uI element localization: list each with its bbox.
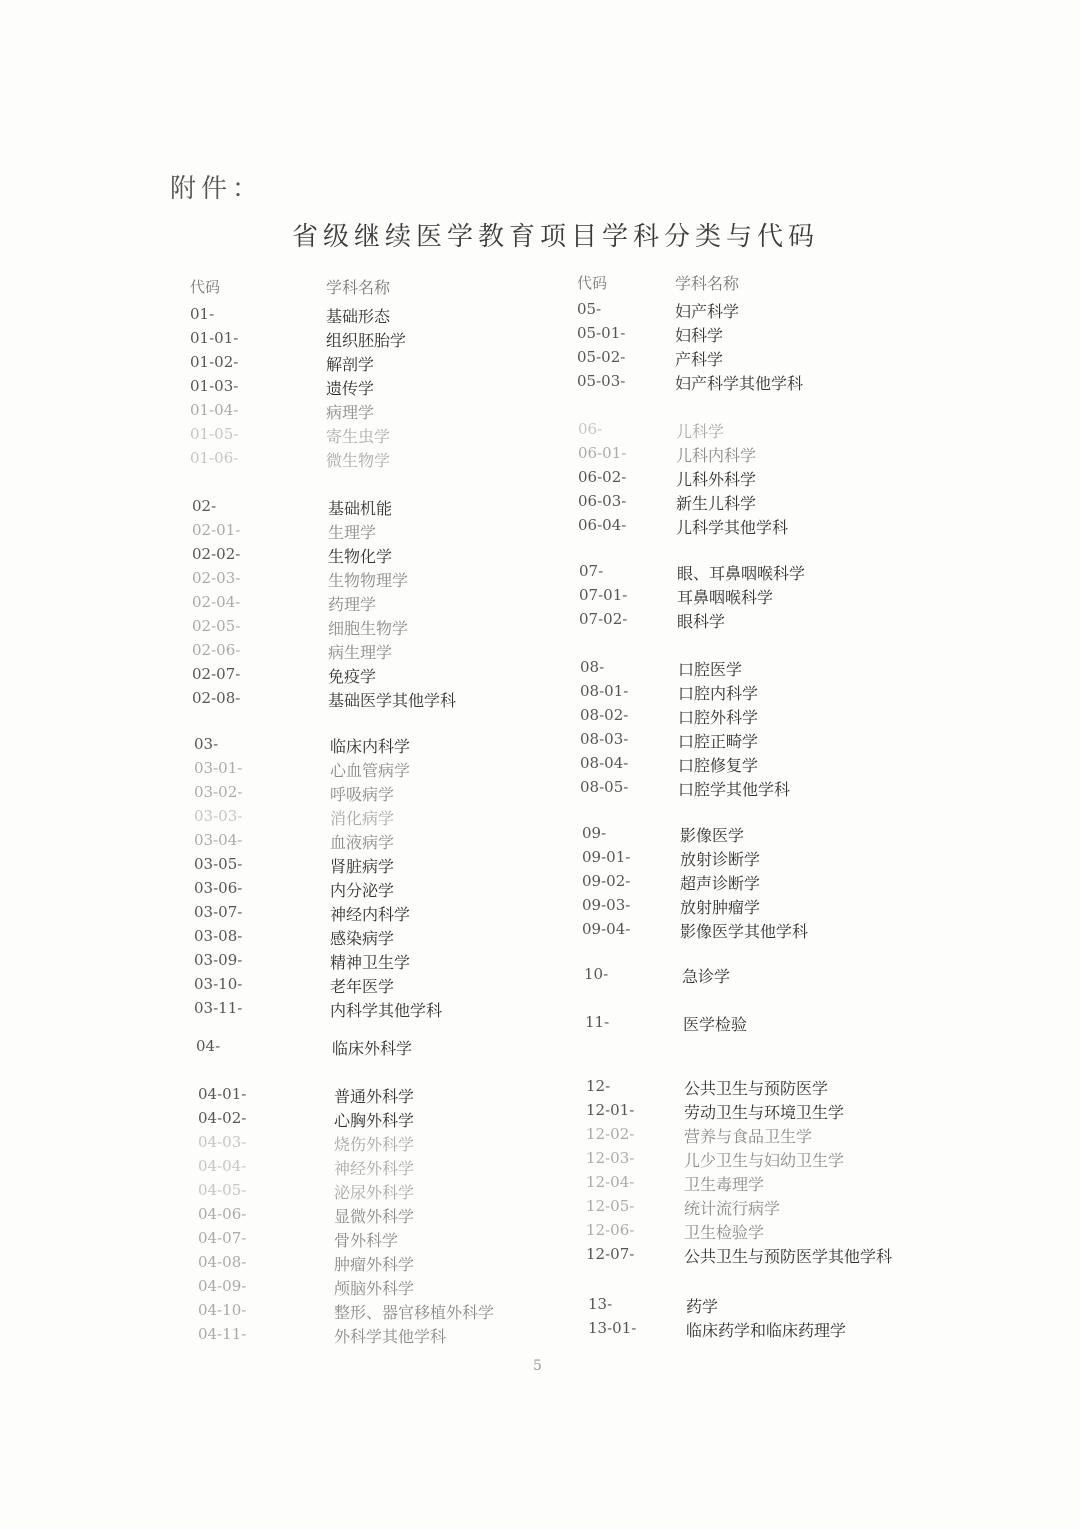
discipline-code: 12-01- xyxy=(586,1101,635,1119)
discipline-name: 内分泌学 xyxy=(330,881,395,900)
discipline-code: 07-02- xyxy=(579,610,628,628)
discipline-code: 09-04- xyxy=(582,920,631,938)
discipline-code: 04-08- xyxy=(198,1253,247,1271)
discipline-code: 12-02- xyxy=(586,1125,635,1143)
discipline-name: 药理学 xyxy=(328,595,377,614)
discipline-code: 02-08- xyxy=(192,689,241,707)
discipline-code: 12- xyxy=(586,1077,611,1095)
discipline-code: 01-02- xyxy=(190,353,239,371)
discipline-name: 妇产科学 xyxy=(675,302,740,321)
discipline-code: 06-03- xyxy=(578,492,627,510)
discipline-code: 08-01- xyxy=(580,682,629,700)
discipline-code: 02-02- xyxy=(192,545,241,563)
discipline-code: 08- xyxy=(580,658,605,676)
discipline-name: 呼吸病学 xyxy=(330,785,395,804)
discipline-code: 05-03- xyxy=(577,372,626,390)
discipline-name: 细胞生物学 xyxy=(328,619,409,638)
discipline-name: 神经内科学 xyxy=(330,905,411,924)
discipline-name: 整形、器官移植外科学 xyxy=(334,1303,495,1322)
discipline-code: 08-04- xyxy=(580,754,629,772)
discipline-code: 10- xyxy=(584,965,609,983)
discipline-code: 07- xyxy=(579,562,604,580)
discipline-name: 超声诊断学 xyxy=(680,874,761,893)
discipline-name: 血液病学 xyxy=(330,833,395,852)
discipline-code: 03-01- xyxy=(194,759,243,777)
discipline-name: 医学检验 xyxy=(683,1015,748,1034)
discipline-code: 09- xyxy=(582,824,607,842)
discipline-name: 口腔学其他学科 xyxy=(678,780,791,799)
discipline-code: 05-01- xyxy=(577,324,626,342)
discipline-code: 04-06- xyxy=(198,1205,247,1223)
right-name-header: 学科名称 xyxy=(675,274,740,293)
discipline-code: 12-03- xyxy=(586,1149,635,1167)
discipline-code: 09-02- xyxy=(582,872,631,890)
discipline-name: 儿少卫生与妇幼卫生学 xyxy=(684,1151,845,1170)
discipline-name: 生物物理学 xyxy=(328,571,409,590)
discipline-name: 基础医学其他学科 xyxy=(328,691,457,710)
discipline-code: 03-04- xyxy=(194,831,243,849)
discipline-code: 06- xyxy=(578,420,603,438)
discipline-name: 口腔内科学 xyxy=(678,684,759,703)
discipline-code: 04-05- xyxy=(198,1181,247,1199)
discipline-name: 生理学 xyxy=(328,523,377,542)
discipline-code: 09-01- xyxy=(582,848,631,866)
discipline-name: 骨外科学 xyxy=(334,1231,399,1250)
discipline-name: 感染病学 xyxy=(330,929,395,948)
discipline-name: 心胸外科学 xyxy=(334,1111,415,1130)
discipline-code: 03-07- xyxy=(194,903,243,921)
discipline-code: 08-03- xyxy=(580,730,629,748)
discipline-name: 心血管病学 xyxy=(330,761,411,780)
discipline-name: 寄生虫学 xyxy=(326,427,391,446)
discipline-code: 04-03- xyxy=(198,1133,247,1151)
discipline-code: 02-01- xyxy=(192,521,241,539)
discipline-name: 营养与食品卫生学 xyxy=(684,1127,813,1146)
discipline-name: 烧伤外科学 xyxy=(334,1135,415,1154)
discipline-code: 04-11- xyxy=(198,1325,247,1343)
discipline-code: 06-04- xyxy=(578,516,627,534)
discipline-code: 02-04- xyxy=(192,593,241,611)
discipline-name: 神经外科学 xyxy=(334,1159,415,1178)
discipline-code: 04-07- xyxy=(198,1229,247,1247)
discipline-name: 放射肿瘤学 xyxy=(680,898,761,917)
discipline-name: 肿瘤外科学 xyxy=(334,1255,415,1274)
discipline-name: 消化病学 xyxy=(330,809,395,828)
discipline-name: 眼、耳鼻咽喉科学 xyxy=(677,564,806,583)
discipline-code: 12-07- xyxy=(586,1245,635,1263)
discipline-code: 01-04- xyxy=(190,401,239,419)
discipline-name: 基础机能 xyxy=(328,499,393,518)
discipline-name: 新生儿科学 xyxy=(676,494,757,513)
discipline-code: 04-01- xyxy=(198,1085,247,1103)
discipline-code: 02-07- xyxy=(192,665,241,683)
discipline-name: 儿科外科学 xyxy=(676,470,757,489)
discipline-code: 03- xyxy=(194,735,219,753)
discipline-code: 02-06- xyxy=(192,641,241,659)
discipline-name: 口腔医学 xyxy=(678,660,743,679)
discipline-code: 13-01- xyxy=(588,1319,637,1337)
discipline-code: 04-09- xyxy=(198,1277,247,1295)
discipline-name: 普通外科学 xyxy=(334,1087,415,1106)
discipline-code: 12-06- xyxy=(586,1221,635,1239)
discipline-name: 放射诊断学 xyxy=(680,850,761,869)
discipline-code: 02- xyxy=(192,497,217,515)
discipline-name: 精神卫生学 xyxy=(330,953,411,972)
discipline-name: 解剖学 xyxy=(326,355,375,374)
discipline-name: 公共卫生与预防医学其他学科 xyxy=(684,1247,893,1266)
discipline-code: 11- xyxy=(585,1013,610,1031)
discipline-name: 微生物学 xyxy=(326,451,391,470)
right-code-header: 代码 xyxy=(577,274,608,292)
discipline-name: 急诊学 xyxy=(682,967,731,986)
discipline-code: 05- xyxy=(577,300,602,318)
discipline-code: 09-03- xyxy=(582,896,631,914)
discipline-code: 01-05- xyxy=(190,425,239,443)
discipline-name: 外科学其他学科 xyxy=(334,1327,447,1346)
discipline-name: 基础形态 xyxy=(326,307,391,326)
discipline-name: 口腔正畸学 xyxy=(678,732,759,751)
discipline-code: 03-09- xyxy=(194,951,243,969)
discipline-name: 产科学 xyxy=(675,350,724,369)
discipline-name: 劳动卫生与环境卫生学 xyxy=(684,1103,845,1122)
discipline-name: 耳鼻咽喉科学 xyxy=(677,588,774,607)
discipline-name: 口腔修复学 xyxy=(678,756,759,775)
discipline-name: 临床外科学 xyxy=(332,1039,413,1058)
discipline-name: 显微外科学 xyxy=(334,1207,415,1226)
document-title: 省级继续医学教育项目学科分类与代码 xyxy=(292,222,820,252)
discipline-code: 07-01- xyxy=(579,586,628,604)
discipline-code: 03-11- xyxy=(194,999,243,1017)
discipline-name: 影像医学其他学科 xyxy=(680,922,809,941)
discipline-name: 儿科学其他学科 xyxy=(676,518,789,537)
discipline-code: 04- xyxy=(196,1037,221,1055)
discipline-name: 统计流行病学 xyxy=(684,1199,781,1218)
discipline-code: 01-03- xyxy=(190,377,239,395)
page-number: 5 xyxy=(533,1358,542,1374)
discipline-code: 04-10- xyxy=(198,1301,247,1319)
discipline-name: 老年医学 xyxy=(330,977,395,996)
discipline-name: 药学 xyxy=(686,1297,719,1316)
discipline-code: 05-02- xyxy=(577,348,626,366)
discipline-name: 妇科学 xyxy=(675,326,724,345)
discipline-name: 病生理学 xyxy=(328,643,393,662)
left-code-header: 代码 xyxy=(190,278,221,296)
discipline-code: 01- xyxy=(190,305,215,323)
discipline-code: 03-03- xyxy=(194,807,243,825)
discipline-name: 免疫学 xyxy=(328,667,377,686)
discipline-name: 口腔外科学 xyxy=(678,708,759,727)
discipline-code: 03-02- xyxy=(194,783,243,801)
discipline-name: 临床内科学 xyxy=(330,737,411,756)
discipline-name: 影像医学 xyxy=(680,826,745,845)
discipline-code: 03-05- xyxy=(194,855,243,873)
discipline-name: 病理学 xyxy=(326,403,375,422)
discipline-name: 颅脑外科学 xyxy=(334,1279,415,1298)
discipline-code: 01-06- xyxy=(190,449,239,467)
discipline-code: 03-10- xyxy=(194,975,243,993)
discipline-name: 生物化学 xyxy=(328,547,393,566)
discipline-name: 儿科学 xyxy=(676,422,725,441)
discipline-code: 03-08- xyxy=(194,927,243,945)
discipline-code: 03-06- xyxy=(194,879,243,897)
discipline-code: 01-01- xyxy=(190,329,239,347)
discipline-code: 08-05- xyxy=(580,778,629,796)
discipline-code: 12-04- xyxy=(586,1173,635,1191)
discipline-name: 临床药学和临床药理学 xyxy=(686,1321,847,1340)
discipline-name: 内科学其他学科 xyxy=(330,1001,443,1020)
discipline-name: 公共卫生与预防医学 xyxy=(684,1079,829,1098)
attachment-label: 附件： xyxy=(170,174,264,204)
discipline-code: 04-02- xyxy=(198,1109,247,1127)
discipline-name: 组织胚胎学 xyxy=(326,331,407,350)
discipline-name: 肾脏病学 xyxy=(330,857,395,876)
discipline-code: 02-03- xyxy=(192,569,241,587)
discipline-name: 泌尿外科学 xyxy=(334,1183,415,1202)
discipline-name: 遗传学 xyxy=(326,379,375,398)
discipline-name: 妇产科学其他学科 xyxy=(675,374,804,393)
discipline-name: 卫生毒理学 xyxy=(684,1175,765,1194)
discipline-code: 06-01- xyxy=(578,444,627,462)
discipline-code: 13- xyxy=(588,1295,613,1313)
discipline-name: 眼科学 xyxy=(677,612,726,631)
discipline-code: 06-02- xyxy=(578,468,627,486)
discipline-code: 04-04- xyxy=(198,1157,247,1175)
discipline-name: 儿科内科学 xyxy=(676,446,757,465)
discipline-code: 12-05- xyxy=(586,1197,635,1215)
discipline-code: 02-05- xyxy=(192,617,241,635)
discipline-code: 08-02- xyxy=(580,706,629,724)
left-name-header: 学科名称 xyxy=(326,278,391,297)
discipline-name: 卫生检验学 xyxy=(684,1223,765,1242)
